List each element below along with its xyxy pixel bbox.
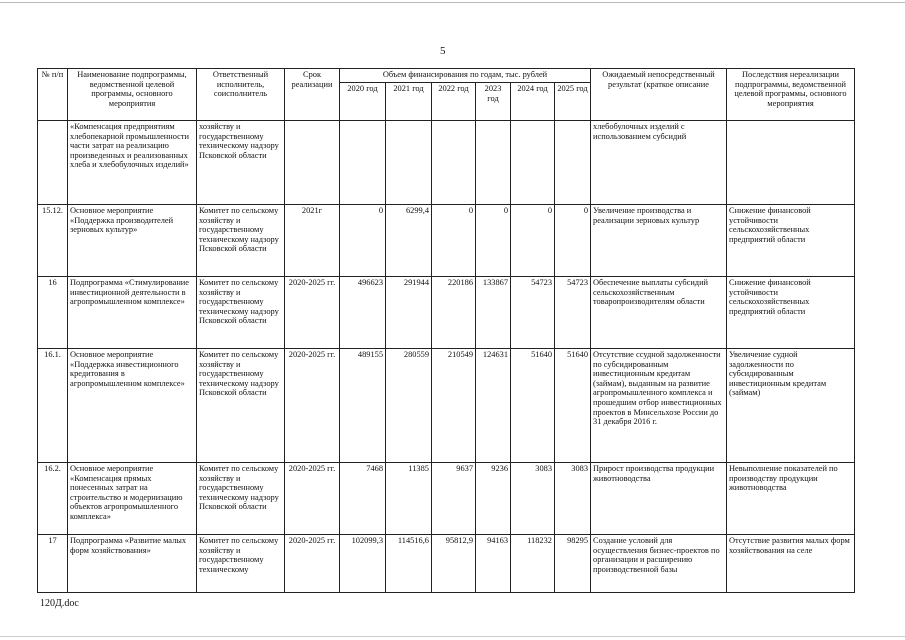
row-funding-2024 [511, 121, 555, 205]
row-term: 2020-2025 гг. [285, 463, 340, 535]
row-funding-2024: 51640 [511, 349, 555, 463]
table-row [38, 349, 855, 463]
header-year: 2020 год [340, 83, 386, 121]
row-funding-2020: 7468 [340, 463, 386, 535]
header-year: 2024 год [511, 83, 555, 121]
table-row [38, 121, 855, 205]
header-year: 2022 год [432, 83, 476, 121]
row-term [285, 121, 340, 205]
row-funding-2022 [432, 121, 476, 205]
row-consequences: Снижение финансовой устойчивости сельскохозяйственных предприятий области [727, 277, 855, 349]
row-funding-2021: 11385 [386, 463, 432, 535]
row-funding-2025: 54723 [555, 277, 591, 349]
row-result: Обеспечение выплаты субсидий сельскохозяйственным товаропроизводителям области [591, 277, 727, 349]
row-funding-2021: 291944 [386, 277, 432, 349]
row-funding-2020: 496623 [340, 277, 386, 349]
header-funding: Объем финансирования по годам, тыс. рублей [340, 69, 591, 83]
row-funding-2022: 0 [432, 205, 476, 277]
top-scan-rule [0, 2, 905, 3]
row-name: Основное мероприятие «Компенсация прямых понесенных затрат на строительство и модернизацию объектов агропромышленного комплекса» [68, 463, 197, 535]
row-number: 16 [38, 277, 68, 349]
row-result: Создание условий для осуществления бизнес-проектов по организации и расширению производственной базы [591, 535, 727, 593]
header-consequences: Последствия нереализации подпрограммы, ведомственной целевой программы, основного мероприятия [727, 69, 855, 121]
row-consequences: Увеличение судной задолженности по субсидированным инвестиционным кредитам (займам) [727, 349, 855, 463]
row-funding-2020: 0 [340, 205, 386, 277]
row-number: 15.12. [38, 205, 68, 277]
funding-table [37, 68, 855, 593]
row-term: 2021г [285, 205, 340, 277]
row-funding-2023: 9236 [476, 463, 511, 535]
header-year: 2025 год [555, 83, 591, 121]
row-funding-2025: 98295 [555, 535, 591, 593]
row-consequences: Снижение финансовой устойчивости сельскохозяйственных предприятий области [727, 205, 855, 277]
row-funding-2023 [476, 121, 511, 205]
row-responsible: Комитет по сельскому хозяйству и государственному техническому надзору Псковской области [197, 463, 285, 535]
header-num: № п/п [38, 69, 68, 121]
row-funding-2020 [340, 121, 386, 205]
row-funding-2024: 3083 [511, 463, 555, 535]
row-name: «Компенсация предприятиям хлебопекарной промышленности части затрат на реализацию произведенных и реализованных хлеба и хлебобулочных изделий» [68, 121, 197, 205]
row-responsible: Комитет по сельскому хозяйству и государственному техническому надзору Псковской области [197, 205, 285, 277]
row-result: Отсутствие ссудной задолженности по субсидированным инвестиционным кредитам (займам), выданным на развитие агропромышленного комплекса и прошедшим отбор инвестиционных проектов в Минсельхозе России до 31 декабря 2016 г. [591, 349, 727, 463]
row-funding-2023: 133867 [476, 277, 511, 349]
bottom-scan-rule [0, 636, 905, 637]
row-funding-2024: 54723 [511, 277, 555, 349]
row-name: Подпрограмма «Стимулирование инвестиционной деятельности в агропромышленном комплексе» [68, 277, 197, 349]
header-term: Срок реализации [285, 69, 340, 121]
row-funding-2022: 9637 [432, 463, 476, 535]
row-funding-2023: 0 [476, 205, 511, 277]
row-funding-2021: 6299,4 [386, 205, 432, 277]
row-number: 16.1. [38, 349, 68, 463]
table-row [38, 463, 855, 535]
footer-filename: 120Д.doc [40, 598, 79, 609]
table-row [38, 205, 855, 277]
row-number [38, 121, 68, 205]
header-name: Наименование подпрограммы, ведомственной целевой программы, основного мероприятия [68, 69, 197, 121]
header-responsible: Ответственный исполнитель, соисполнитель [197, 69, 285, 121]
row-result: Увеличение производства и реализации зерновых культур [591, 205, 727, 277]
row-number: 17 [38, 535, 68, 593]
row-funding-2020: 102099,3 [340, 535, 386, 593]
row-consequences [727, 121, 855, 205]
table-row [38, 277, 855, 349]
row-funding-2025: 0 [555, 205, 591, 277]
header-result: Ожидаемый непосредственный результат (краткое описание [591, 69, 727, 121]
row-term: 2020-2025 гг. [285, 535, 340, 593]
row-result: Прирост производства продукции животноводства [591, 463, 727, 535]
row-result: хлебобулочных изделий с использованием субсидий [591, 121, 727, 205]
row-funding-2021 [386, 121, 432, 205]
row-responsible: Комитет по сельскому хозяйству и государственному техническому надзору Псковской области [197, 349, 285, 463]
row-funding-2023: 124631 [476, 349, 511, 463]
row-term: 2020-2025 гг. [285, 277, 340, 349]
row-responsible: Комитет по сельскому хозяйству и государственному техническому [197, 535, 285, 593]
row-funding-2023: 94163 [476, 535, 511, 593]
row-name: Подпрограмма «Развитие малых форм хозяйствования» [68, 535, 197, 593]
row-consequences: Невыполнение показателей по производству продукции животноводства [727, 463, 855, 535]
row-responsible: Комитет по сельскому хозяйству и государственному техническому надзору Псковской области [197, 277, 285, 349]
row-funding-2024: 118232 [511, 535, 555, 593]
header-year: 2023 год [476, 83, 511, 121]
row-funding-2022: 210549 [432, 349, 476, 463]
row-funding-2021: 280559 [386, 349, 432, 463]
page-number: 5 [440, 45, 446, 57]
row-name: Основное мероприятие «Поддержка инвестиционного кредитования в агропромышленном комплексе» [68, 349, 197, 463]
row-responsible: хозяйству и государственному техническому надзору Псковской области [197, 121, 285, 205]
row-funding-2022: 220186 [432, 277, 476, 349]
row-name: Основное мероприятие «Поддержка производителей зерновых культур» [68, 205, 197, 277]
row-funding-2024: 0 [511, 205, 555, 277]
row-term: 2020-2025 гг. [285, 349, 340, 463]
row-funding-2025: 3083 [555, 463, 591, 535]
row-funding-2025: 51640 [555, 349, 591, 463]
header-year: 2021 год [386, 83, 432, 121]
row-funding-2021: 114516,6 [386, 535, 432, 593]
row-funding-2025 [555, 121, 591, 205]
row-funding-2022: 95812,9 [432, 535, 476, 593]
row-funding-2020: 489155 [340, 349, 386, 463]
row-consequences: Отсутствие развития малых форм хозяйствования на селе [727, 535, 855, 593]
row-number: 16.2. [38, 463, 68, 535]
table-row [38, 535, 855, 593]
